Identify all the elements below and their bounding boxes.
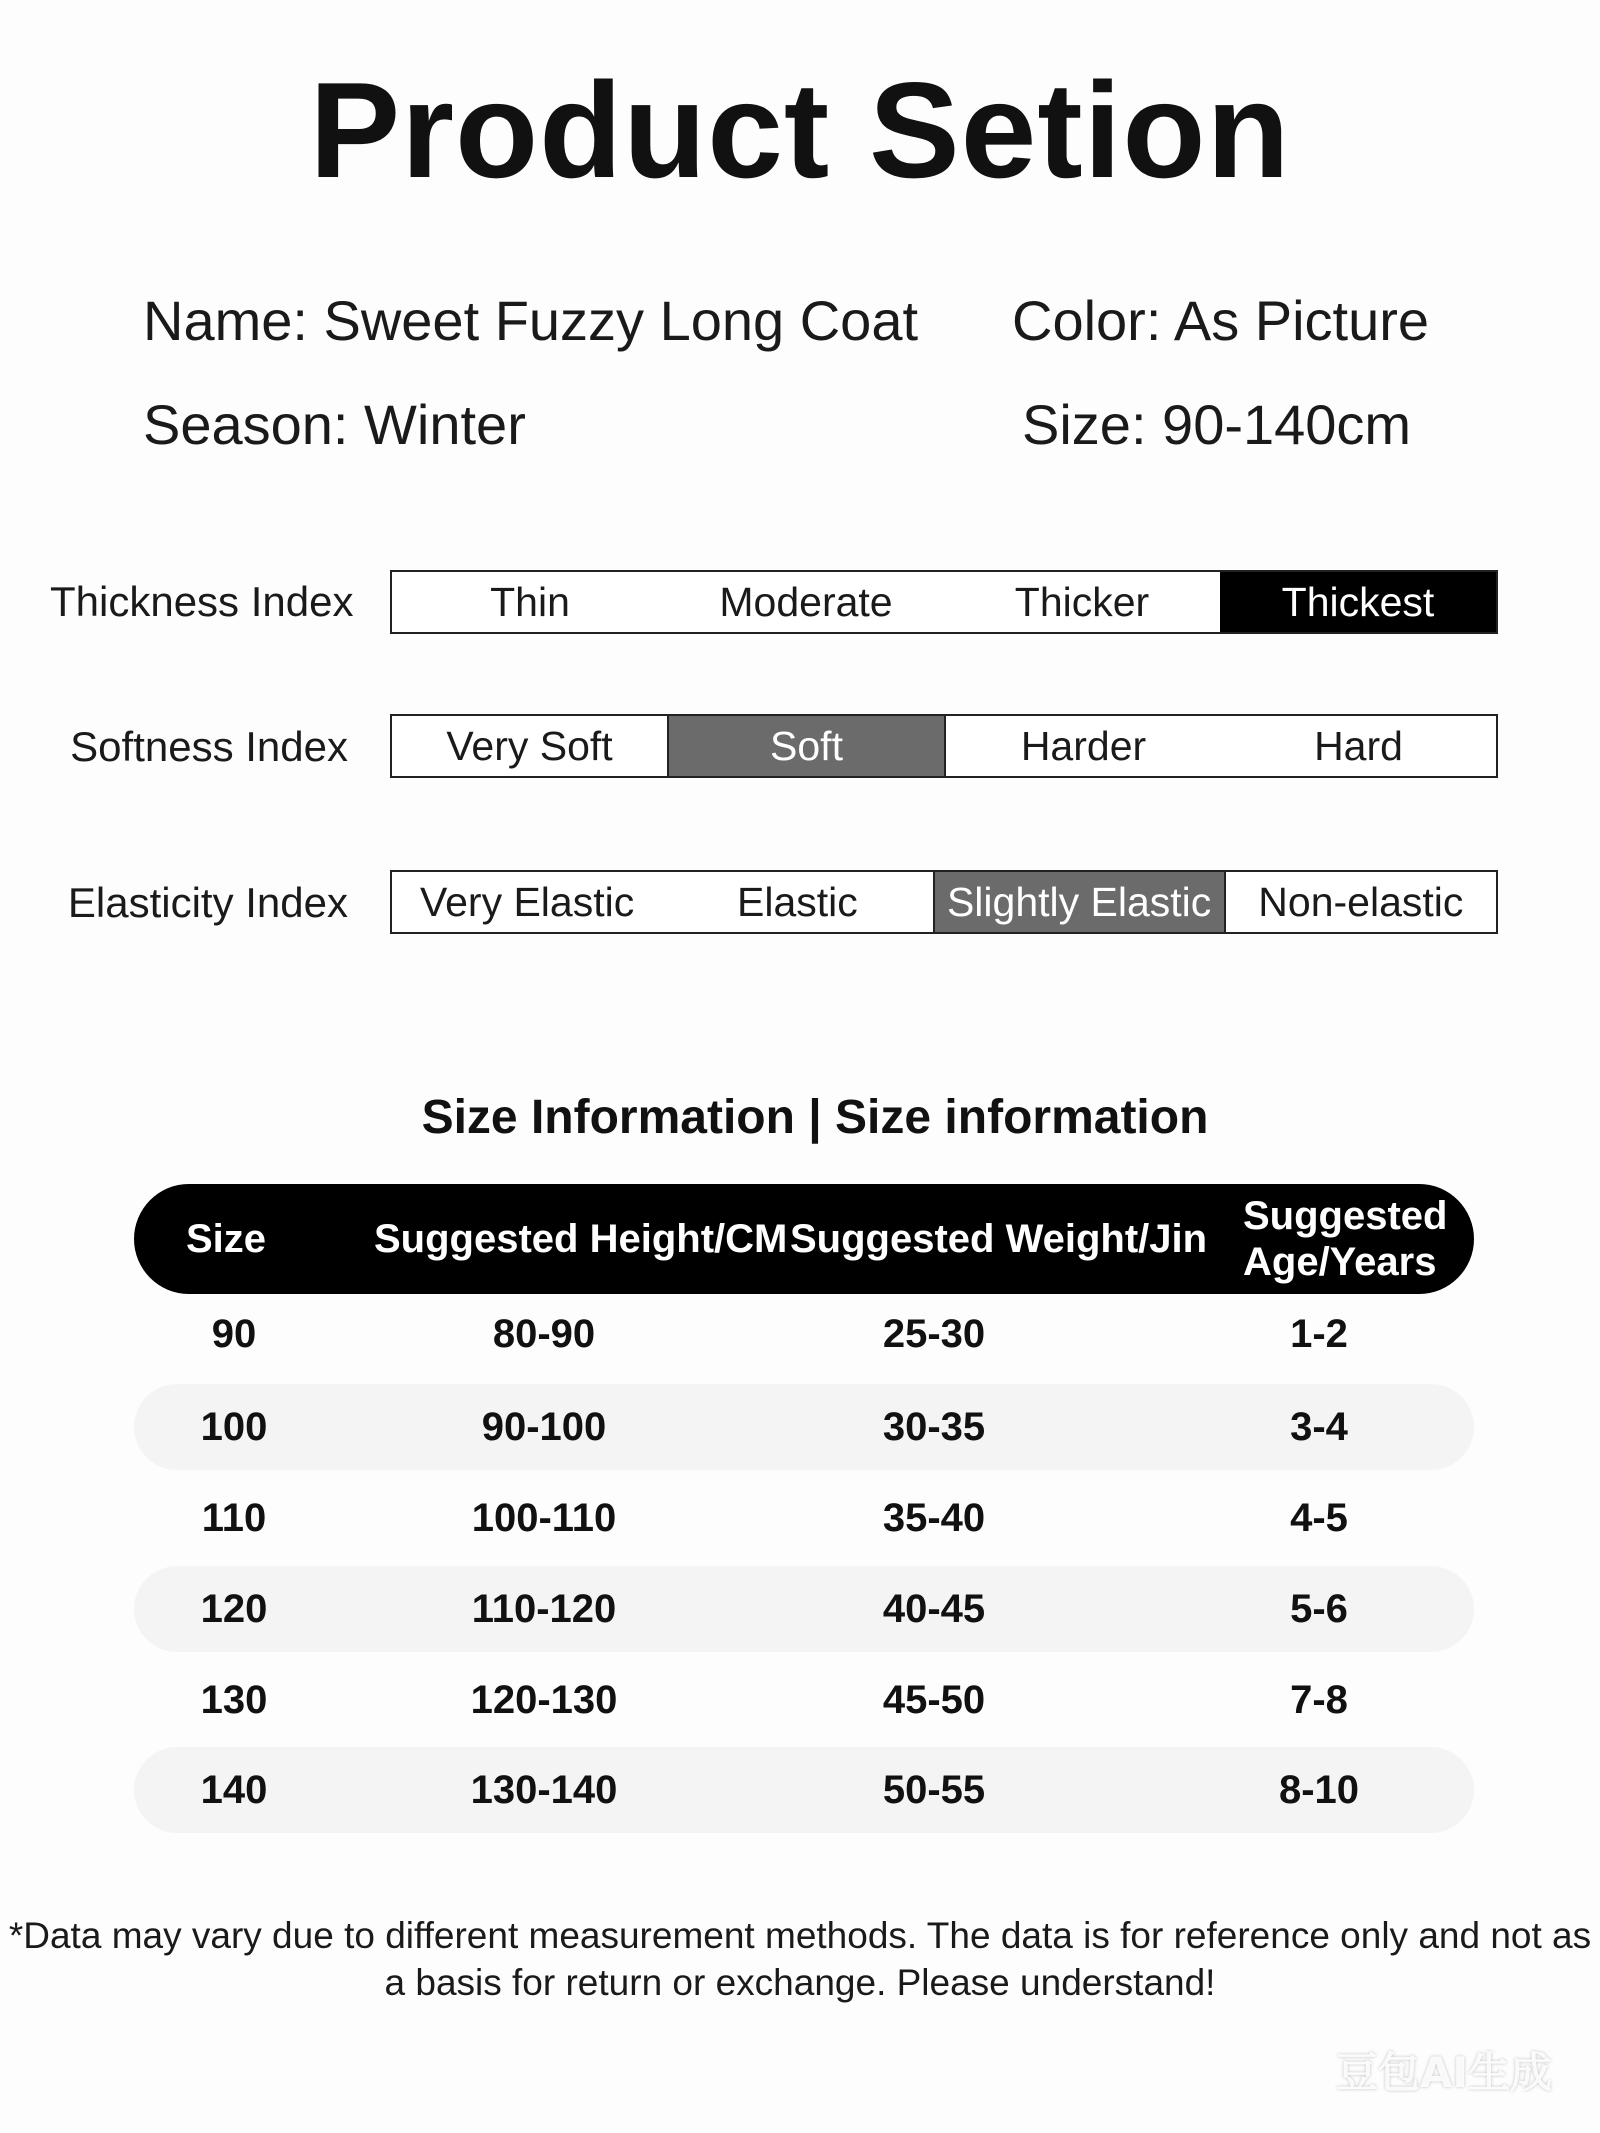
ai-watermark: 豆包AI生成: [1335, 2048, 1552, 2097]
cell-weight: 30-35: [882, 1404, 986, 1449]
cell-height: 120-130: [470, 1677, 618, 1722]
size-table-header: [134, 1184, 1474, 1294]
cell-height: 100-110: [471, 1495, 617, 1540]
page-title: Product Setion: [309, 54, 1291, 206]
softness-scale: [390, 714, 1498, 778]
header-size: Size: [186, 1217, 267, 1261]
table-row: [134, 1384, 1474, 1470]
thickness-option-thickest: Thickest: [1220, 572, 1496, 632]
cell-size: 140: [200, 1767, 268, 1812]
product-name: Name: Sweet Fuzzy Long Coat: [143, 289, 919, 352]
header-age: Suggested Age/Years: [1243, 1194, 1448, 1284]
product-color: Color: As Picture: [1012, 289, 1430, 352]
cell-weight: 50-55: [882, 1767, 986, 1812]
product-size-range: Size: 90-140cm: [1022, 393, 1412, 456]
cell-size: 100: [200, 1404, 268, 1449]
cell-age: 7-8: [1290, 1677, 1348, 1722]
elasticity-option-non-elastic: Non-elastic: [1258, 878, 1464, 925]
cell-size: 130: [200, 1677, 268, 1722]
elasticity-option-slightly-elastic: Slightly Elastic: [933, 872, 1226, 932]
table-row: [134, 1747, 1474, 1833]
cell-height: 130-140: [470, 1767, 618, 1812]
elasticity-option-very-elastic: Very Elastic: [420, 878, 635, 925]
softness-option-hard: Hard: [1314, 722, 1403, 769]
cell-age: 8-10: [1278, 1767, 1360, 1812]
elasticity-index-label: Elasticity Index: [67, 879, 348, 926]
softness-index-label: Softness Index: [70, 723, 348, 770]
disclaimer-note: *Data may vary due to different measurement methods. The data is for reference only and not as a basis for return or exchange. Please understand!: [8, 1915, 1592, 2003]
cell-weight: 25-30: [882, 1311, 986, 1356]
cell-weight: 35-40: [882, 1495, 986, 1540]
table-row: [134, 1291, 1474, 1377]
cell-height: 80-90: [492, 1311, 596, 1356]
elasticity-option-elastic: Elastic: [737, 878, 858, 925]
product-season: Season: Winter: [143, 393, 526, 456]
cell-age: 5-6: [1290, 1586, 1348, 1631]
cell-age: 1-2: [1290, 1311, 1348, 1356]
thickness-option-thin: Thin: [490, 578, 570, 625]
cell-size: 120: [200, 1586, 268, 1631]
softness-option-soft: Soft: [667, 716, 946, 776]
cell-size: 90: [211, 1311, 257, 1356]
size-table-title: Size Information | Size information: [421, 1091, 1209, 1144]
header-height: Suggested Height/CM: [374, 1217, 788, 1261]
softness-option-very-soft: Very Soft: [446, 722, 613, 769]
cell-weight: 45-50: [882, 1677, 986, 1722]
header-weight: Suggested Weight/Jin: [790, 1217, 1208, 1261]
thickness-option-thicker: Thicker: [1014, 578, 1150, 625]
cell-age: 3-4: [1290, 1404, 1348, 1449]
table-row: [134, 1657, 1474, 1743]
thickness-option-moderate: Moderate: [719, 578, 893, 625]
table-row: [134, 1475, 1474, 1561]
thickness-index-label: Thickness Index: [50, 578, 354, 625]
softness-option-harder: Harder: [1020, 722, 1147, 769]
cell-height: 110-120: [471, 1586, 617, 1631]
elasticity-scale: [390, 870, 1498, 934]
cell-height: 90-100: [481, 1404, 607, 1449]
cell-age: 4-5: [1290, 1495, 1348, 1540]
cell-size: 110: [201, 1495, 267, 1540]
table-row: [134, 1566, 1474, 1652]
cell-weight: 40-45: [882, 1586, 986, 1631]
thickness-scale: [390, 570, 1498, 634]
